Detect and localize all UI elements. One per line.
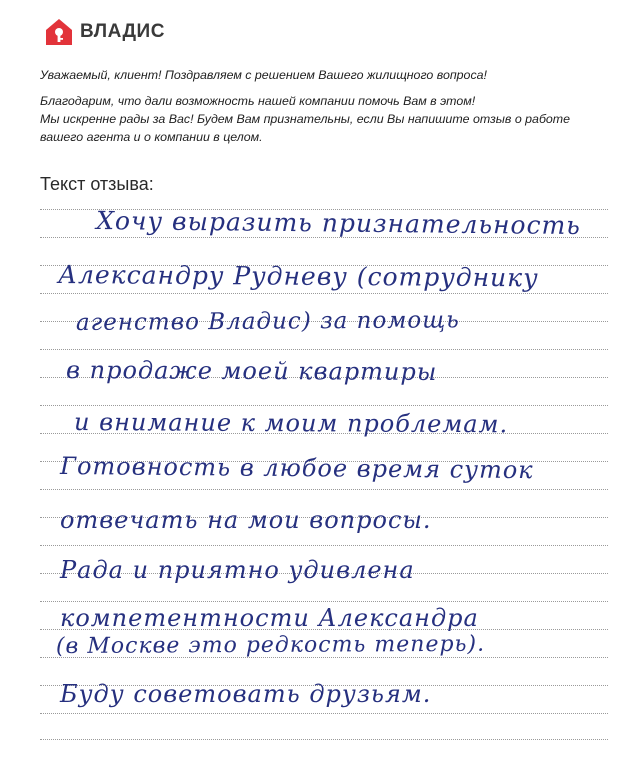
handwritten-line: Буду советовать друзьям. xyxy=(60,680,432,708)
handwritten-line: Готовность в любое время суток xyxy=(60,452,534,485)
handwritten-line: Рада и приятно удивлена xyxy=(60,556,415,584)
ruled-line xyxy=(40,293,608,294)
intro-greeting: Уважаемый, клиент! Поздравляем с решением Вашего жилищного вопроса! xyxy=(40,68,487,82)
brand-logo xyxy=(44,17,165,47)
intro-thanks-line: Мы искренне рады за Вас! Будем Вам признательны, если Вы напишите отзыв о работе xyxy=(40,112,571,126)
ruled-line xyxy=(40,489,608,490)
ruled-line xyxy=(40,601,608,602)
review-heading: Текст отзыва: xyxy=(40,174,154,194)
ruled-line xyxy=(40,405,608,406)
ruled-line xyxy=(40,739,608,740)
handwritten-line: Хочу выразить признательность xyxy=(96,206,582,241)
intro-thanks-line: вашего агента и о компании в целом. xyxy=(40,130,263,144)
house-key-icon xyxy=(44,17,74,47)
handwritten-line: и внимание к моим проблемам. xyxy=(74,408,509,439)
intro-thanks xyxy=(40,92,600,146)
handwritten-line: (в Москве это редкость теперь). xyxy=(55,631,486,659)
ruled-line xyxy=(40,545,608,546)
ruled-line xyxy=(40,349,608,350)
ruled-line xyxy=(40,713,608,714)
handwritten-line: компетентности Александра xyxy=(60,604,479,632)
brand-name: ВЛАДИС xyxy=(80,21,165,42)
handwritten-line: агенство Владис) за помощь xyxy=(75,307,460,336)
handwritten-line: отвечать на мои вопросы. xyxy=(60,506,432,534)
intro-thanks-line: Благодарим, что дали возможность нашей компании помочь Вам в этом! xyxy=(40,94,476,108)
handwritten-line: Александру Рудневу (сотруднику xyxy=(58,260,539,293)
handwritten-line: в продаже моей квартиры xyxy=(66,356,438,386)
